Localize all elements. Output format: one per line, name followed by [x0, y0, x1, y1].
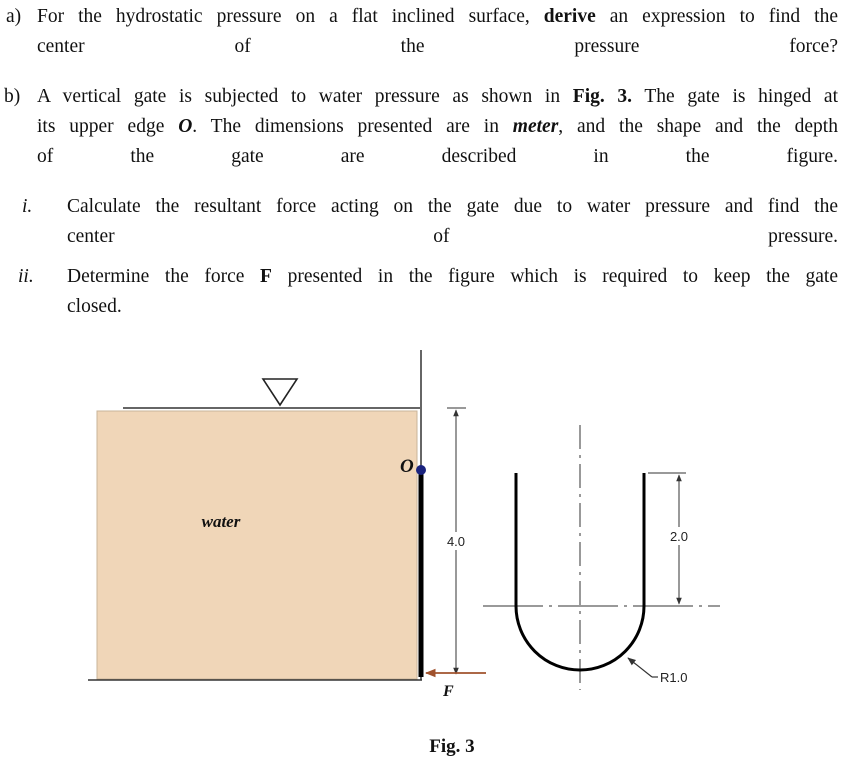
radius-label: R1.0 — [660, 670, 688, 685]
sub-question-i-label: i. — [22, 196, 33, 217]
question-a-label: a) — [6, 6, 22, 27]
sub-question-i-line-1: Calculate the resultant force acting on the gate due to water pressure and find the — [67, 196, 838, 217]
question-b-line-1: A vertical gate is subjected to water pressure as shown in Fig. 3. The gate is hinged at — [37, 86, 839, 107]
figure-caption: Fig. 3 — [429, 736, 475, 757]
height-label: 2.0 — [669, 529, 689, 544]
sub-question-i-line-2: center of pressure. — [67, 226, 838, 247]
question-b-line-3: of the gate are described in the figure. — [37, 146, 838, 167]
depth-label: 4.0 — [446, 534, 466, 549]
free-surface-symbol — [263, 379, 297, 405]
question-b-label: b) — [4, 86, 21, 107]
hinge-label: O — [400, 456, 414, 477]
hinge-point — [416, 465, 426, 475]
sub-question-ii-line-1: Determine the force F presented in the figure which is required to keep the gate — [67, 266, 839, 287]
question-a-line-2: center of the pressure force? — [37, 36, 838, 57]
sub-question-ii-line-2: closed. — [67, 296, 122, 317]
water-region — [97, 411, 417, 679]
water-label: water — [201, 512, 241, 531]
question-a-line-1: For the hydrostatic pressure on a flat inclined surface, derive an expression to find the — [37, 6, 838, 27]
force-label: F — [443, 683, 454, 700]
radius-leader — [628, 658, 652, 677]
sub-question-ii-label: ii. — [18, 266, 34, 287]
question-b-line-2: its upper edge O. The dimensions presented are in meter, and the shape and the depth — [37, 116, 838, 137]
